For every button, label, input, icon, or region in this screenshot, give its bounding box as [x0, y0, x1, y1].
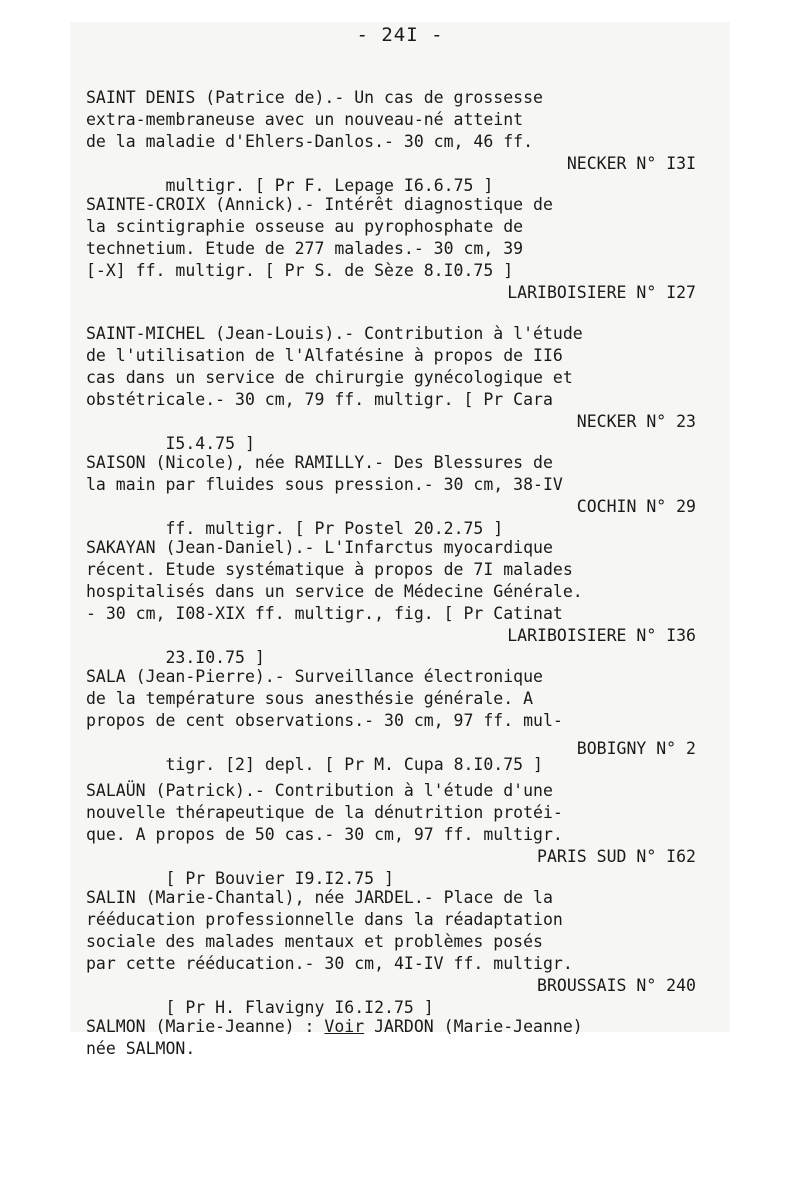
entry-line: [ Pr Bouvier I9.I2.75 ] — [165, 869, 394, 888]
hospital-location: NECKER N° I3I — [566, 154, 696, 173]
cross-reference-entry — [86, 1016, 696, 1060]
hospital-location: NECKER N° 23 — [576, 412, 696, 431]
cross-reference-target: JARDON (Marie-Jeanne) — [364, 1017, 583, 1036]
entry-line: SAINTE-CROIX (Annick).- Intérêt diagnostique de — [86, 195, 553, 214]
entry-line: tigr. [2] depl. [ Pr M. Cupa 8.I0.75 ] — [165, 755, 543, 774]
entry-line: cas dans un service de chirurgie gynécologique et — [86, 368, 573, 387]
thesis-entry — [86, 666, 696, 774]
entry-line: technetium. Etude de 277 malades.- 30 cm, 39 — [86, 239, 524, 258]
entry-line: la scintigraphie osseuse au pyrophosphate de — [86, 217, 524, 236]
entry-line: I5.4.75 ] — [165, 434, 255, 453]
hospital-location: BROUSSAIS N° 240 — [537, 976, 696, 995]
entry-last-line — [86, 153, 696, 195]
entry-line: de la maladie d'Ehlers-Danlos.- 30 cm, 46 ff. — [86, 132, 534, 151]
entry-line: la main par fluides sous pression.- 30 cm, 38-IV — [86, 475, 563, 494]
entry-line: multigr. [ Pr F. Lepage I6.6.75 ] — [165, 176, 494, 195]
entry-line: que. A propos de 50 cas.- 30 cm, 97 ff. multigr. — [86, 825, 563, 844]
thesis-list — [86, 87, 696, 1079]
thesis-entry — [86, 537, 696, 667]
voir-link: Voir — [324, 1017, 365, 1036]
thesis-entry — [86, 323, 696, 453]
hospital-location: BOBIGNY N° 2 — [576, 739, 696, 758]
cross-reference-line — [86, 1016, 696, 1038]
entry-line: SAISON (Nicole), née RAMILLY.- Des Blessures de — [86, 453, 553, 472]
entry-line: par cette rééducation.- 30 cm, 4I-IV ff. multigr. — [86, 954, 573, 973]
entry-last-line — [86, 496, 696, 538]
entry-line: propos de cent observations.- 30 cm, 97 ff. mul- — [86, 711, 563, 730]
entry-line: - 30 cm, I08-XIX ff. multigr., fig. [ Pr Catinat — [86, 604, 563, 623]
entry-line: récent. Etude systématique à propos de 7I malades — [86, 560, 573, 579]
entry-last-line — [86, 411, 696, 453]
entry-line: de l'utilisation de l'Alfatésine à propos de II6 — [86, 346, 563, 365]
hospital-location: LARIBOISIERE N° I27 — [507, 283, 696, 302]
entry-last-line — [86, 975, 696, 1017]
page-number: - 24I - — [356, 24, 444, 46]
entry-line: extra-membraneuse avec un nouveau-né atteint — [86, 110, 524, 129]
entry-line: nouvelle thérapeutique de la dénutrition protéi- — [86, 803, 563, 822]
thesis-entry — [86, 780, 696, 888]
thesis-entry — [86, 887, 696, 1017]
entry-line: [ Pr H. Flavigny I6.I2.75 ] — [165, 998, 434, 1017]
hospital-location: LARIBOISIERE N° I36 — [507, 626, 696, 645]
hospital-location: PARIS SUD N° I62 — [537, 847, 696, 866]
entry-line: SALA (Jean-Pierre).- Surveillance électronique — [86, 667, 543, 686]
thesis-entry — [86, 194, 696, 304]
entry-line: SALIN (Marie-Chantal), née JARDEL.- Place de la — [86, 888, 553, 907]
entry-line: obstétricale.- 30 cm, 79 ff. multigr. [ Pr Cara — [86, 390, 553, 409]
entry-line: SAKAYAN (Jean-Daniel).- L'Infarctus myocardique — [86, 538, 553, 557]
entry-line: hospitalisés dans un service de Médecine Générale. — [86, 582, 583, 601]
entry-line: de la température sous anesthésie générale. A — [86, 689, 534, 708]
entry-line: ff. multigr. [ Pr Postel 20.2.75 ] — [165, 519, 504, 538]
thesis-entry — [86, 87, 696, 195]
entry-line: 23.I0.75 ] — [165, 648, 265, 667]
entry-last-line — [86, 846, 696, 888]
cross-reference-line-2: née SALMON. — [86, 1039, 196, 1058]
entry-line: SAINT-MICHEL (Jean-Louis).- Contribution à l'étude — [86, 324, 583, 343]
entry-line: [-X] ff. multigr. [ Pr S. de Sèze 8.I0.75 ] — [86, 261, 514, 280]
thesis-entry — [86, 452, 696, 538]
hospital-location: COCHIN N° 29 — [576, 497, 696, 516]
entry-line: rééducation professionnelle dans la réadaptation — [86, 910, 563, 929]
entry-line: sociale des malades mentaux et problèmes posés — [86, 932, 543, 951]
entry-line: SALAÜN (Patrick).- Contribution à l'étude d'une — [86, 781, 553, 800]
cross-reference-subject: SALMON (Marie-Jeanne) : — [86, 1017, 325, 1036]
entry-line: SAINT DENIS (Patrice de).- Un cas de grossesse — [86, 88, 543, 107]
entry-location-line — [86, 282, 696, 304]
entry-last-line — [86, 732, 696, 774]
entry-last-line — [86, 625, 696, 667]
